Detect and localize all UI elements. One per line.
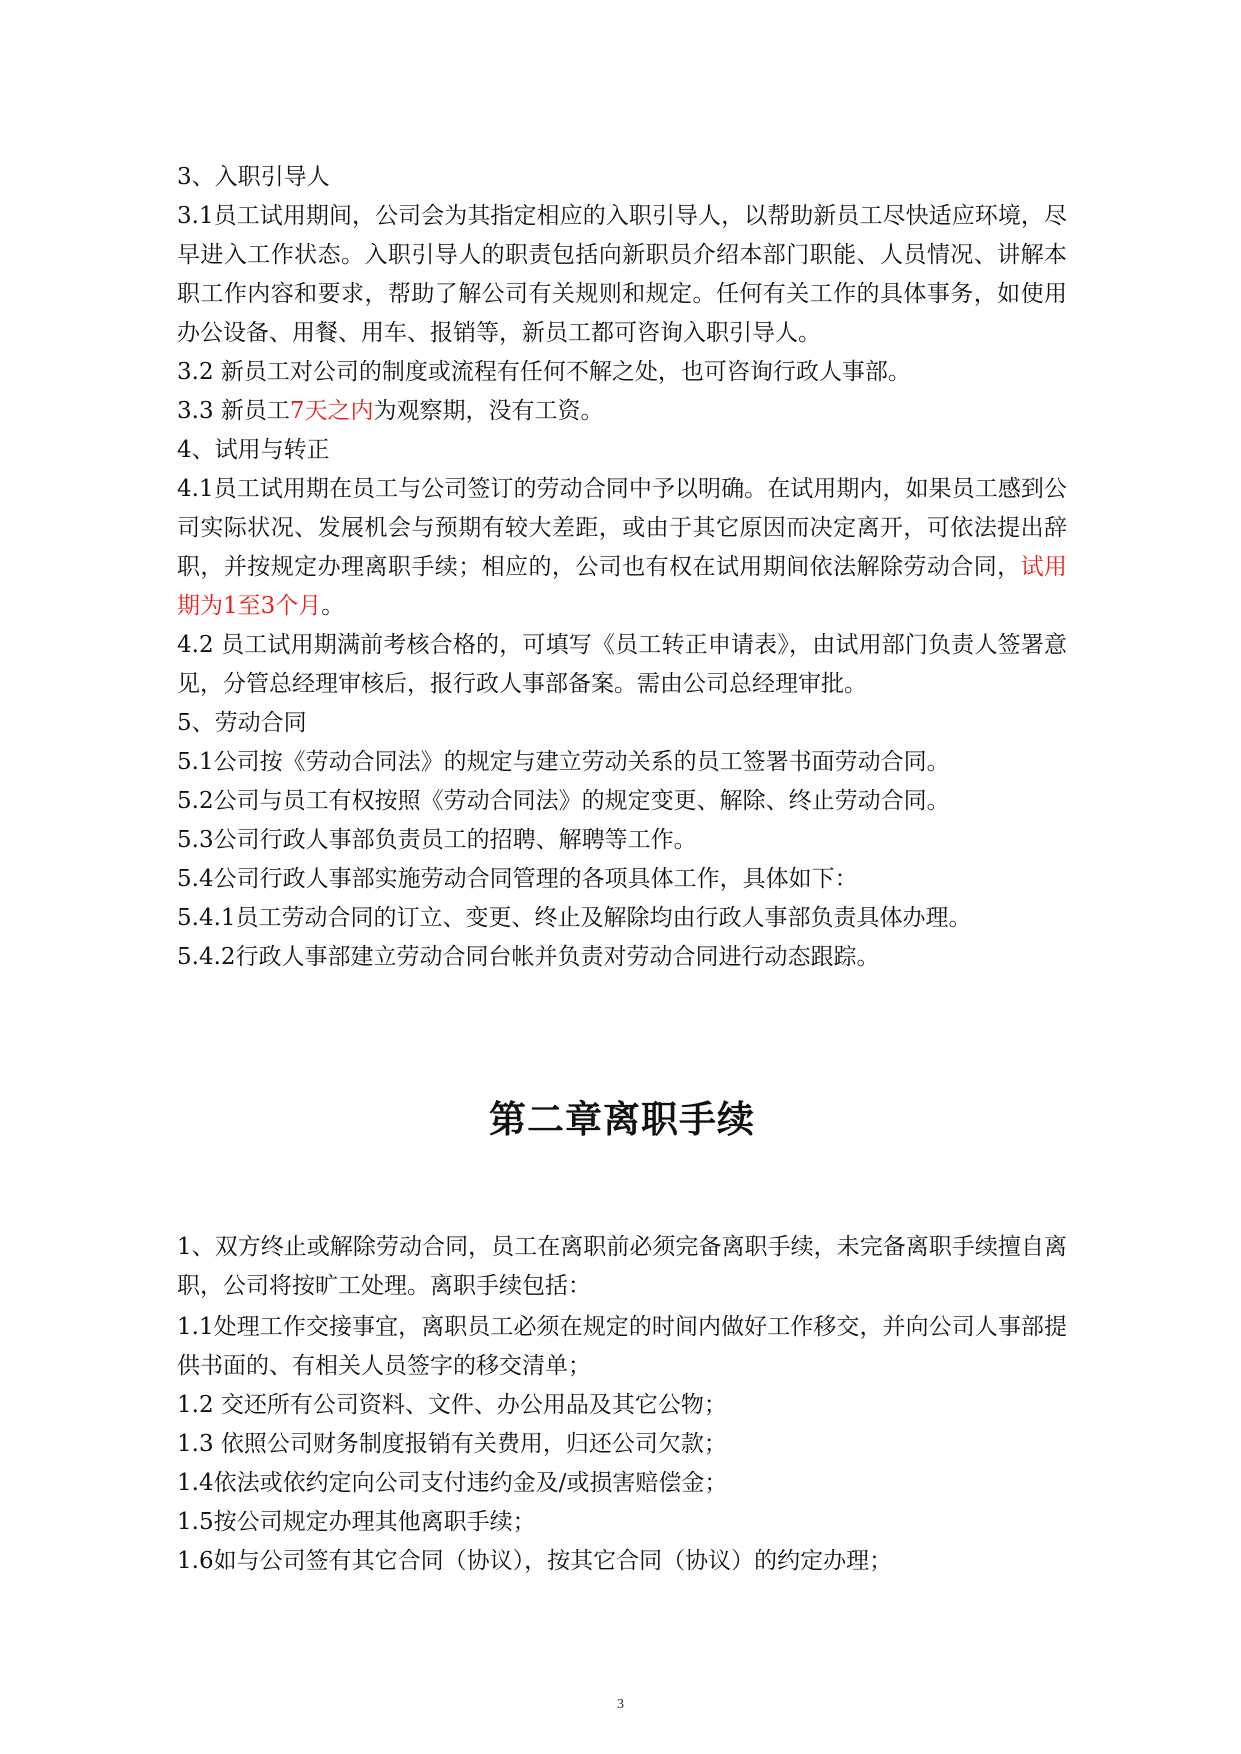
paragraph-resign-1-6: 1.6如与公司签有其它合同（协议），按其它合同（协议）的约定办理；: [177, 1548, 893, 1574]
observation-period-highlight: 7天之内: [289, 398, 374, 424]
paragraph-resign-1-2: 1.2 交还所有公司资料、文件、办公用品及其它公物；: [177, 1392, 727, 1418]
paragraph-resign-1-1: 1.1处理工作交接事宜，离职员工必须在规定的时间内做好工作移交，并向公司人事部提供书面的、有相关人员签字的移交清单；: [177, 1314, 1067, 1379]
page-content: [177, 158, 1068, 1574]
paragraph-3-3-post: 为观察期，没有工资。: [373, 398, 604, 424]
paragraph-4-1-pre: 4.1员工试用期在员工与公司签订的劳动合同中予以明确。在试用期内，如果员工感到公司实际状况、发展机会与预期有较大差距，或由于其它原因而决定离开，可依法提出辞职，并按规定办理离职手续；相应的，公司也有权在试用期间依法解除劳动合同，: [177, 476, 1067, 580]
heading-labor-contract: 5、劳动合同: [177, 710, 307, 736]
heading-onboarding-guide: 3、入职引导人: [177, 164, 330, 190]
paragraph-5-3: 5.3公司行政人事部负责员工的招聘、解聘等工作。: [177, 827, 697, 853]
paragraph-5-1: 5.1公司按《劳动合同法》的规定与建立劳动关系的员工签署书面劳动合同。: [177, 749, 950, 775]
paragraph-resign-1-3: 1.3 依照公司财务制度报销有关费用，归还公司欠款；: [177, 1431, 727, 1457]
paragraph-resign-1: 1、双方终止或解除劳动合同，员工在离职前必须完备离职手续，未完备离职手续擅自离职，公司将按旷工处理。离职手续包括：: [177, 1234, 1067, 1299]
paragraph-3-2: 3.2 新员工对公司的制度或流程有任何不解之处，也可咨询行政人事部。: [177, 359, 911, 385]
paragraph-3-1: 3.1员工试用期间，公司会为其指定相应的入职引导人，以帮助新员工尽快适应环境，尽早进入工作状态。入职引导人的职责包括向新职员介绍本部门职能、人员情况、讲解本职工作内容和要求，帮助了解公司有关规则和规定。任何有关工作的具体事务，如使用办公设备、用餐、用车、报销等，新员工都可咨询入职引导人。: [177, 203, 1067, 346]
chapter-title: 第二章离职手续: [489, 1098, 755, 1141]
paragraph-3-3: [177, 392, 1067, 431]
paragraph-resign-1-5: 1.5按公司规定办理其他离职手续；: [177, 1509, 536, 1535]
paragraph-5-4-2: 5.4.2行政人事部建立劳动合同台帐并负责对劳动合同进行动态跟踪。: [177, 944, 880, 970]
paragraph-4-1: [177, 470, 1067, 626]
paragraph-4-1-post: 。: [321, 593, 345, 619]
paragraph-4-2: 4.2 员工试用期满前考核合格的，可填写《员工转正申请表》，由试用部门负责人签署意见，分管总经理审核后，报行政人事部备案。需由公司总经理审批。: [177, 632, 1067, 697]
heading-probation: 4、试用与转正: [177, 437, 330, 463]
resignation-section: [177, 1228, 1067, 1581]
page-number: 3: [617, 1697, 624, 1712]
probation-period-highlight: 试用期为1至3个月: [177, 554, 1068, 619]
paragraph-5-4-1: 5.4.1员工劳动合同的订立、变更、终止及解除均由行政人事部负责具体办理。: [177, 905, 972, 931]
paragraph-3-3-pre: 3.3 新员工: [177, 398, 290, 424]
paragraph-resign-1-4: 1.4依法或依约定向公司支付违约金及/或损害赔偿金；: [177, 1470, 728, 1496]
paragraph-5-4: 5.4公司行政人事部实施劳动合同管理的各项具体工作，具体如下：: [177, 866, 858, 892]
paragraph-5-2: 5.2公司与员工有权按照《劳动合同法》的规定变更、解除、终止劳动合同。: [177, 788, 950, 814]
